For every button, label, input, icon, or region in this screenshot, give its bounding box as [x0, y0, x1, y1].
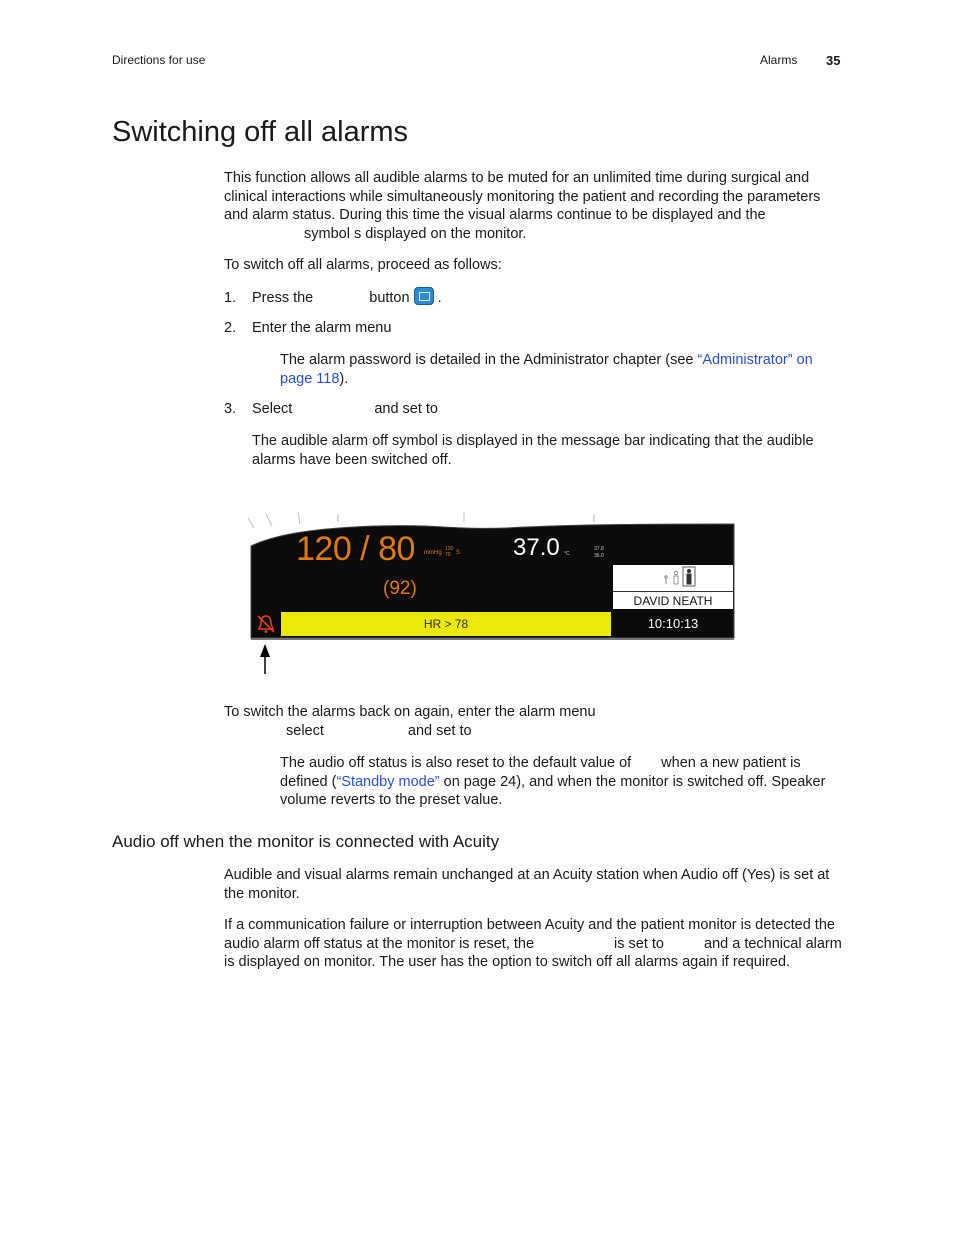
- bp-s-label: S: [456, 550, 461, 556]
- acuity-subheading: Audio off when the monitor is connected with Acuity: [112, 832, 500, 851]
- monitor-screenshot-figure: [246, 508, 738, 678]
- step-1-text-b: button: [369, 290, 410, 306]
- running-header-left: Directions for use: [112, 53, 206, 67]
- step-2-number: 2.: [224, 320, 237, 336]
- acuity-p2-text-b: is set to: [614, 935, 664, 952]
- step-3: [224, 400, 844, 419]
- bp-limit-high: 120: [445, 546, 454, 552]
- switch-back-set-to: and set to: [407, 722, 472, 739]
- monitor-clock: 10:10:13: [647, 616, 699, 631]
- acuity-paragraph-2: [224, 916, 844, 972]
- step-2: [224, 319, 844, 338]
- symbol-note: The audible alarm off symbol is displayed in the message bar indicating that the audible alarms have been switched off.: [252, 433, 814, 468]
- step-3-text-b: and set to: [374, 401, 438, 417]
- step-1-text-a: Press the: [252, 290, 314, 306]
- password-note-text-a: The alarm password is detailed in the Administrator chapter (see: [280, 352, 698, 368]
- step-1: [224, 287, 844, 308]
- temperature-unit: °C: [564, 551, 570, 557]
- running-header-section: Alarms: [760, 53, 798, 67]
- administrator-link[interactable]: “Administrator” on page 118: [280, 352, 813, 387]
- patient-name: DAVID NEATH: [613, 591, 733, 608]
- switch-back-paragraph: [224, 703, 844, 740]
- step-1-number: 1.: [224, 290, 237, 306]
- reset-note-text-b: when a new patient is defined (: [280, 755, 801, 790]
- bp-unit: mmHg: [424, 550, 442, 556]
- temperature-limits: [594, 546, 604, 560]
- page-title: Switching off all alarms: [112, 116, 409, 148]
- intro-paragraph: [224, 169, 844, 243]
- page-number: 35: [826, 53, 841, 68]
- alarm-menu-button-icon: [414, 287, 434, 305]
- step-3-text-a: Select: [252, 401, 293, 417]
- patient-category-icon: [613, 565, 733, 591]
- patient-box: [613, 565, 733, 609]
- bp-value: 120 / 80: [296, 530, 415, 568]
- temp-limit-high: 37.8: [594, 546, 604, 552]
- reset-note-text-a: The audio off status is also reset to the default value of: [280, 755, 632, 771]
- intro-text-1: This function allows all audible alarms to be muted for an unlimited time during surgical and clinical interactions while simultaneously monitoring the patient and recording the parameters and alarm status. During this time the visual alarms continue to be displayed and the: [224, 170, 821, 223]
- reset-note-text-c: on page 24), and when the monitor is switched off. Speaker volume reverts to the preset value.: [280, 773, 826, 808]
- temp-limit-low: 36.0: [594, 553, 604, 559]
- reset-note: [280, 754, 845, 810]
- standby-mode-link[interactable]: “Standby mode”: [336, 773, 440, 790]
- temperature-value: 37.0: [513, 534, 560, 561]
- step-3-number: 3.: [224, 401, 237, 417]
- bp-mean-value: (92): [383, 578, 417, 599]
- audio-off-icon: [254, 612, 278, 636]
- step-1-text-c: .: [437, 290, 442, 306]
- step-2-text: Enter the alarm menu: [252, 320, 392, 336]
- bp-limit-low: 70: [445, 552, 451, 558]
- alarm-message-bar: HR > 78: [281, 612, 611, 636]
- acuity-p2-text-a: If a communication failure or interruption between Acuity and the patient monitor is detected the audio alarm off status at the monitor is reset, the: [224, 917, 835, 952]
- switch-back-line1: To switch the alarms back on again, enter the alarm menu: [224, 704, 596, 720]
- switch-back-select: select: [286, 722, 324, 739]
- bp-limits: [445, 546, 453, 558]
- acuity-paragraph-1: Audible and visual alarms remain unchanged at an Acuity station when Audio off (Yes) is set at the monitor.: [224, 867, 830, 902]
- proceed-text: To switch off all alarms, proceed as follows:: [224, 257, 502, 273]
- password-note: [280, 351, 845, 388]
- password-note-text-b: ).: [339, 370, 349, 387]
- intro-text-2: symbol s displayed on the monitor.: [304, 225, 527, 242]
- acuity-p2-text-c: and a technical alarm is displayed on monitor. The user has the option to switch off all alarms again if required.: [224, 935, 842, 970]
